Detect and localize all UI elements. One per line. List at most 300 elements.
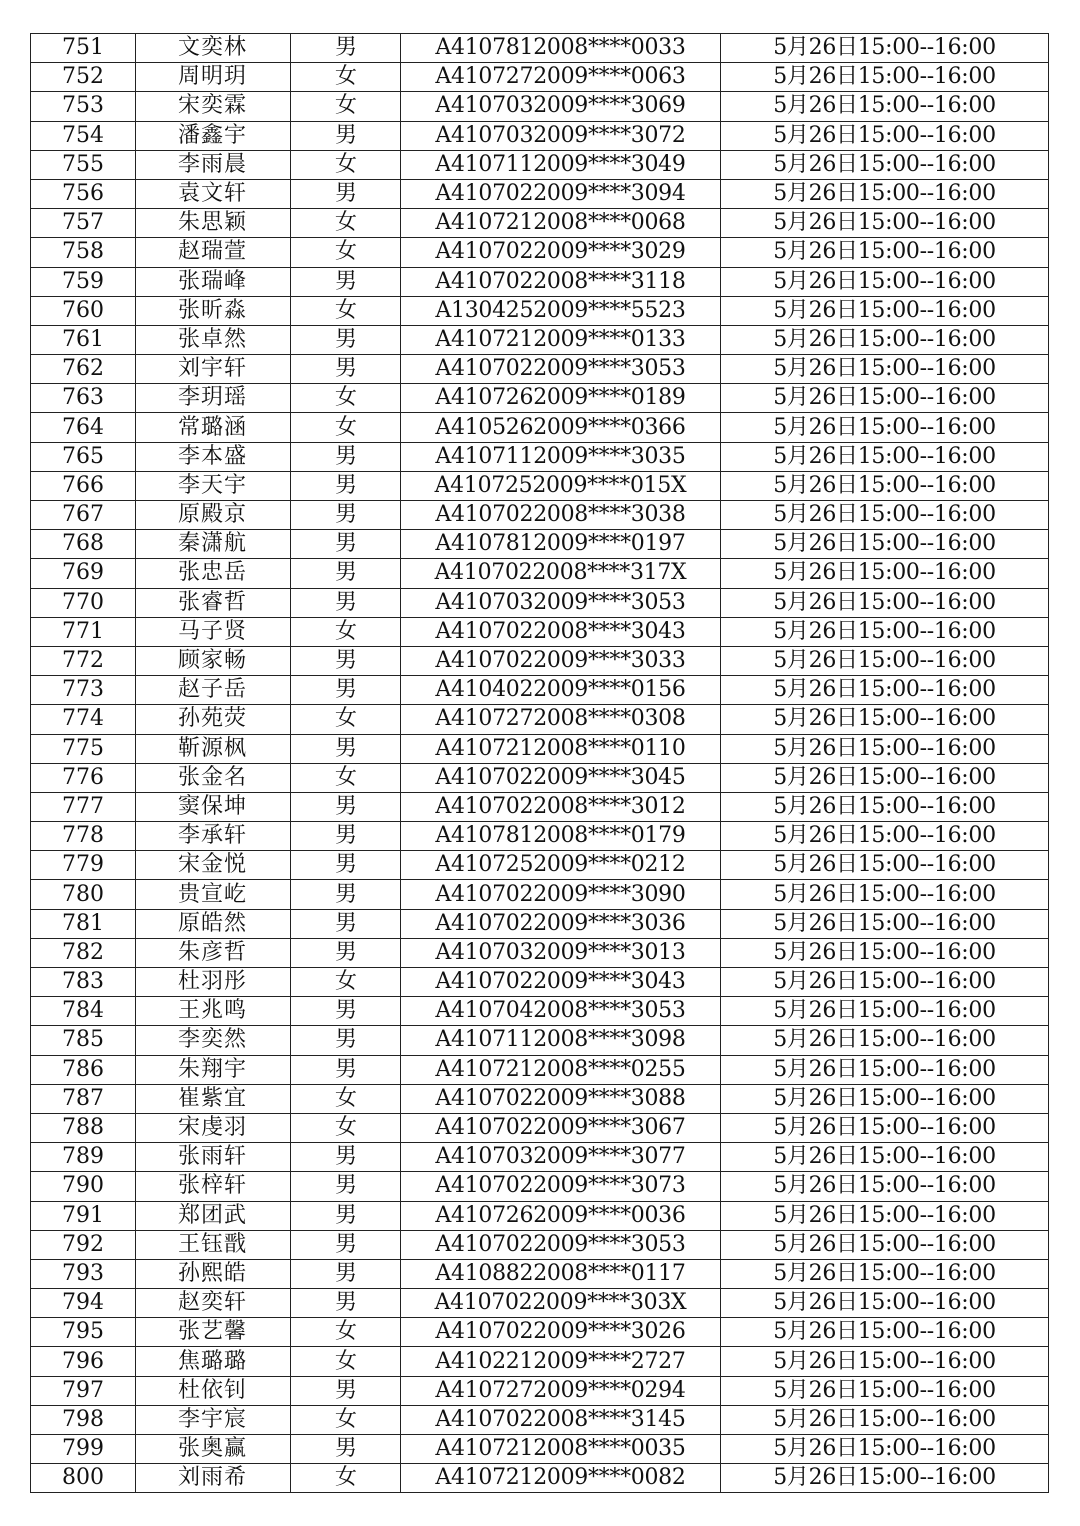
gender-cell: 女 [291,1464,401,1493]
name-cell: 杜依钊 [136,1376,291,1405]
gender-cell: 男 [291,530,401,559]
table-row [31,763,1049,792]
name-cell: 张昕淼 [136,296,291,325]
id-number-cell: A4107022009****3053 [401,1230,721,1259]
id-number-cell: A4107022008****317X [401,559,721,588]
id-number-cell: A4107022009****3026 [401,1318,721,1347]
name-cell: 宋金悦 [136,851,291,880]
roster-table [30,33,1049,1493]
id-number-cell: A4107112008****3098 [401,1026,721,1055]
row-number-cell: 786 [31,1055,136,1084]
row-number-cell: 767 [31,501,136,530]
time-slot-cell: 5月26日15:00--16:00 [721,938,1049,967]
gender-cell: 男 [291,588,401,617]
id-number-cell: A4107022008****3043 [401,617,721,646]
time-slot-cell: 5月26日15:00--16:00 [721,968,1049,997]
id-number-cell: A4107212009****0133 [401,325,721,354]
id-number-cell: A4107812009****0197 [401,530,721,559]
name-cell: 常璐涵 [136,413,291,442]
gender-cell: 男 [291,121,401,150]
table-row [31,1143,1049,1172]
name-cell: 李承轩 [136,822,291,851]
name-cell: 张奥赢 [136,1435,291,1464]
gender-cell: 女 [291,1113,401,1142]
id-number-cell: A4107022009****3045 [401,763,721,792]
time-slot-cell: 5月26日15:00--16:00 [721,734,1049,763]
gender-cell: 女 [291,92,401,121]
time-slot-cell: 5月26日15:00--16:00 [721,588,1049,617]
row-number-cell: 795 [31,1318,136,1347]
name-cell: 文奕林 [136,34,291,63]
name-cell: 刘雨希 [136,1464,291,1493]
id-number-cell: A4107032009****3069 [401,92,721,121]
time-slot-cell: 5月26日15:00--16:00 [721,1143,1049,1172]
id-number-cell: A4107022009****3033 [401,646,721,675]
gender-cell: 女 [291,384,401,413]
time-slot-cell: 5月26日15:00--16:00 [721,267,1049,296]
time-slot-cell: 5月26日15:00--16:00 [721,530,1049,559]
gender-cell: 男 [291,851,401,880]
row-number-cell: 772 [31,646,136,675]
gender-cell: 男 [291,734,401,763]
table-row [31,63,1049,92]
name-cell: 张睿哲 [136,588,291,617]
gender-cell: 男 [291,1201,401,1230]
name-cell: 郑团武 [136,1201,291,1230]
name-cell: 张瑞峰 [136,267,291,296]
time-slot-cell: 5月26日15:00--16:00 [721,851,1049,880]
time-slot-cell: 5月26日15:00--16:00 [721,471,1049,500]
id-number-cell: A4107022008****3118 [401,267,721,296]
time-slot-cell: 5月26日15:00--16:00 [721,909,1049,938]
id-number-cell: A4107032009****3053 [401,588,721,617]
gender-cell: 男 [291,1376,401,1405]
gender-cell: 男 [291,1435,401,1464]
row-number-cell: 778 [31,822,136,851]
time-slot-cell: 5月26日15:00--16:00 [721,763,1049,792]
id-number-cell: A4107032009****3072 [401,121,721,150]
gender-cell: 男 [291,792,401,821]
id-number-cell: A4107022009****3036 [401,909,721,938]
row-number-cell: 757 [31,209,136,238]
gender-cell: 男 [291,880,401,909]
table-row [31,1318,1049,1347]
row-number-cell: 768 [31,530,136,559]
gender-cell: 女 [291,238,401,267]
id-number-cell: A4107212008****0255 [401,1055,721,1084]
name-cell: 焦璐璐 [136,1347,291,1376]
name-cell: 顾家畅 [136,646,291,675]
id-number-cell: A4105262009****0366 [401,413,721,442]
time-slot-cell: 5月26日15:00--16:00 [721,150,1049,179]
name-cell: 张雨轩 [136,1143,291,1172]
name-cell: 窦保坤 [136,792,291,821]
time-slot-cell: 5月26日15:00--16:00 [721,296,1049,325]
time-slot-cell: 5月26日15:00--16:00 [721,1289,1049,1318]
row-number-cell: 789 [31,1143,136,1172]
id-number-cell: A4107032009****3077 [401,1143,721,1172]
name-cell: 刘宇轩 [136,355,291,384]
table-row [31,471,1049,500]
name-cell: 宋虔羽 [136,1113,291,1142]
time-slot-cell: 5月26日15:00--16:00 [721,92,1049,121]
table-row [31,209,1049,238]
table-row [31,355,1049,384]
row-number-cell: 771 [31,617,136,646]
table-row [31,1259,1049,1288]
time-slot-cell: 5月26日15:00--16:00 [721,1435,1049,1464]
table-row [31,880,1049,909]
gender-cell: 女 [291,617,401,646]
gender-cell: 男 [291,34,401,63]
table-row [31,501,1049,530]
row-number-cell: 793 [31,1259,136,1288]
time-slot-cell: 5月26日15:00--16:00 [721,238,1049,267]
gender-cell: 男 [291,938,401,967]
id-number-cell: A4107212008****0035 [401,1435,721,1464]
table-row [31,1172,1049,1201]
id-number-cell: A4108822008****0117 [401,1259,721,1288]
table-row [31,559,1049,588]
gender-cell: 女 [291,296,401,325]
time-slot-cell: 5月26日15:00--16:00 [721,325,1049,354]
row-number-cell: 770 [31,588,136,617]
id-number-cell: A4107112009****3035 [401,442,721,471]
row-number-cell: 785 [31,1026,136,1055]
name-cell: 秦潇航 [136,530,291,559]
time-slot-cell: 5月26日15:00--16:00 [721,209,1049,238]
table-row [31,1347,1049,1376]
gender-cell: 男 [291,1289,401,1318]
name-cell: 李奕然 [136,1026,291,1055]
table-row [31,179,1049,208]
table-row [31,121,1049,150]
table-row [31,617,1049,646]
id-number-cell: A4107252009****0212 [401,851,721,880]
row-number-cell: 752 [31,63,136,92]
table-row [31,296,1049,325]
name-cell: 王兆鸣 [136,997,291,1026]
time-slot-cell: 5月26日15:00--16:00 [721,1230,1049,1259]
name-cell: 宋奕霖 [136,92,291,121]
table-row [31,822,1049,851]
name-cell: 王钰戬 [136,1230,291,1259]
row-number-cell: 782 [31,938,136,967]
row-number-cell: 800 [31,1464,136,1493]
id-number-cell: A4107262009****0036 [401,1201,721,1230]
gender-cell: 男 [291,1172,401,1201]
table-row [31,734,1049,763]
time-slot-cell: 5月26日15:00--16:00 [721,792,1049,821]
id-number-cell: A4107022009****3094 [401,179,721,208]
name-cell: 张艺馨 [136,1318,291,1347]
name-cell: 李天宇 [136,471,291,500]
time-slot-cell: 5月26日15:00--16:00 [721,1084,1049,1113]
table-row [31,1435,1049,1464]
row-number-cell: 756 [31,179,136,208]
id-number-cell: A1304252009****5523 [401,296,721,325]
row-number-cell: 762 [31,355,136,384]
table-row [31,530,1049,559]
name-cell: 李雨晨 [136,150,291,179]
row-number-cell: 784 [31,997,136,1026]
gender-cell: 男 [291,1230,401,1259]
id-number-cell: A4107212008****0110 [401,734,721,763]
row-number-cell: 779 [31,851,136,880]
time-slot-cell: 5月26日15:00--16:00 [721,822,1049,851]
gender-cell: 女 [291,763,401,792]
row-number-cell: 753 [31,92,136,121]
time-slot-cell: 5月26日15:00--16:00 [721,705,1049,734]
row-number-cell: 763 [31,384,136,413]
name-cell: 张忠岳 [136,559,291,588]
id-number-cell: A4107022009****3029 [401,238,721,267]
name-cell: 马子贤 [136,617,291,646]
name-cell: 朱彦哲 [136,938,291,967]
row-number-cell: 764 [31,413,136,442]
row-number-cell: 777 [31,792,136,821]
id-number-cell: A4107212009****0082 [401,1464,721,1493]
id-number-cell: A4107022009****3043 [401,968,721,997]
id-number-cell: A4107272008****0308 [401,705,721,734]
table-row [31,1055,1049,1084]
table-row [31,792,1049,821]
table-row [31,997,1049,1026]
gender-cell: 女 [291,1084,401,1113]
name-cell: 贵宣屹 [136,880,291,909]
gender-cell: 男 [291,909,401,938]
row-number-cell: 796 [31,1347,136,1376]
time-slot-cell: 5月26日15:00--16:00 [721,1405,1049,1434]
row-number-cell: 773 [31,676,136,705]
table-row [31,909,1049,938]
name-cell: 赵瑞萱 [136,238,291,267]
gender-cell: 女 [291,413,401,442]
row-number-cell: 765 [31,442,136,471]
id-number-cell: A4107022009****3053 [401,355,721,384]
row-number-cell: 799 [31,1435,136,1464]
time-slot-cell: 5月26日15:00--16:00 [721,1464,1049,1493]
name-cell: 周明玥 [136,63,291,92]
gender-cell: 男 [291,1055,401,1084]
gender-cell: 男 [291,1143,401,1172]
name-cell: 赵子岳 [136,676,291,705]
row-number-cell: 760 [31,296,136,325]
gender-cell: 女 [291,1347,401,1376]
row-number-cell: 776 [31,763,136,792]
time-slot-cell: 5月26日15:00--16:00 [721,1172,1049,1201]
time-slot-cell: 5月26日15:00--16:00 [721,617,1049,646]
name-cell: 孙熙皓 [136,1259,291,1288]
table-row [31,1084,1049,1113]
row-number-cell: 791 [31,1201,136,1230]
time-slot-cell: 5月26日15:00--16:00 [721,997,1049,1026]
id-number-cell: A4107022009****3088 [401,1084,721,1113]
gender-cell: 男 [291,1026,401,1055]
gender-cell: 女 [291,63,401,92]
gender-cell: 男 [291,1259,401,1288]
row-number-cell: 761 [31,325,136,354]
gender-cell: 男 [291,997,401,1026]
id-number-cell: A4107252009****015X [401,471,721,500]
name-cell: 张梓轩 [136,1172,291,1201]
time-slot-cell: 5月26日15:00--16:00 [721,1318,1049,1347]
table-row [31,1113,1049,1142]
id-number-cell: A4107272009****0063 [401,63,721,92]
time-slot-cell: 5月26日15:00--16:00 [721,63,1049,92]
id-number-cell: A4107812008****0179 [401,822,721,851]
time-slot-cell: 5月26日15:00--16:00 [721,1259,1049,1288]
row-number-cell: 766 [31,471,136,500]
table-row [31,1464,1049,1493]
id-number-cell: A4107022009****303X [401,1289,721,1318]
row-number-cell: 797 [31,1376,136,1405]
id-number-cell: A4107022008****3012 [401,792,721,821]
row-number-cell: 769 [31,559,136,588]
gender-cell: 男 [291,355,401,384]
name-cell: 李宇宸 [136,1405,291,1434]
table-row [31,92,1049,121]
table-row [31,676,1049,705]
gender-cell: 女 [291,1318,401,1347]
table-row [31,705,1049,734]
gender-cell: 女 [291,150,401,179]
name-cell: 原皓然 [136,909,291,938]
row-number-cell: 790 [31,1172,136,1201]
id-number-cell: A4107022009****3067 [401,1113,721,1142]
row-number-cell: 792 [31,1230,136,1259]
time-slot-cell: 5月26日15:00--16:00 [721,34,1049,63]
row-number-cell: 781 [31,909,136,938]
time-slot-cell: 5月26日15:00--16:00 [721,384,1049,413]
id-number-cell: A4104022009****0156 [401,676,721,705]
table-row [31,1289,1049,1318]
row-number-cell: 794 [31,1289,136,1318]
name-cell: 赵奕轩 [136,1289,291,1318]
table-row [31,325,1049,354]
name-cell: 朱翔宇 [136,1055,291,1084]
gender-cell: 女 [291,209,401,238]
time-slot-cell: 5月26日15:00--16:00 [721,442,1049,471]
gender-cell: 女 [291,705,401,734]
id-number-cell: A4102212009****2727 [401,1347,721,1376]
row-number-cell: 783 [31,968,136,997]
time-slot-cell: 5月26日15:00--16:00 [721,559,1049,588]
id-number-cell: A4107272009****0294 [401,1376,721,1405]
name-cell: 张卓然 [136,325,291,354]
time-slot-cell: 5月26日15:00--16:00 [721,355,1049,384]
roster-table-body [31,34,1049,1493]
id-number-cell: A4107022008****3038 [401,501,721,530]
gender-cell: 男 [291,442,401,471]
time-slot-cell: 5月26日15:00--16:00 [721,1347,1049,1376]
gender-cell: 男 [291,179,401,208]
gender-cell: 男 [291,471,401,500]
table-row [31,150,1049,179]
gender-cell: 男 [291,501,401,530]
table-row [31,1405,1049,1434]
table-row [31,267,1049,296]
id-number-cell: A4107022009****3073 [401,1172,721,1201]
table-row [31,968,1049,997]
name-cell: 靳源枫 [136,734,291,763]
name-cell: 孙苑荧 [136,705,291,734]
gender-cell: 男 [291,646,401,675]
id-number-cell: A4107212008****0068 [401,209,721,238]
gender-cell: 男 [291,325,401,354]
time-slot-cell: 5月26日15:00--16:00 [721,501,1049,530]
row-number-cell: 774 [31,705,136,734]
table-row [31,384,1049,413]
row-number-cell: 758 [31,238,136,267]
row-number-cell: 788 [31,1113,136,1142]
table-row [31,1201,1049,1230]
time-slot-cell: 5月26日15:00--16:00 [721,1055,1049,1084]
gender-cell: 男 [291,559,401,588]
time-slot-cell: 5月26日15:00--16:00 [721,1201,1049,1230]
name-cell: 杜羽彤 [136,968,291,997]
name-cell: 李玥瑶 [136,384,291,413]
name-cell: 朱思颖 [136,209,291,238]
gender-cell: 男 [291,822,401,851]
table-row [31,1230,1049,1259]
name-cell: 袁文轩 [136,179,291,208]
name-cell: 张金名 [136,763,291,792]
table-row [31,938,1049,967]
row-number-cell: 755 [31,150,136,179]
table-row [31,851,1049,880]
row-number-cell: 798 [31,1405,136,1434]
table-row [31,238,1049,267]
table-row [31,34,1049,63]
id-number-cell: A4107812008****0033 [401,34,721,63]
time-slot-cell: 5月26日15:00--16:00 [721,121,1049,150]
time-slot-cell: 5月26日15:00--16:00 [721,1376,1049,1405]
row-number-cell: 787 [31,1084,136,1113]
time-slot-cell: 5月26日15:00--16:00 [721,413,1049,442]
row-number-cell: 751 [31,34,136,63]
time-slot-cell: 5月26日15:00--16:00 [721,676,1049,705]
name-cell: 李本盛 [136,442,291,471]
name-cell: 崔紫宜 [136,1084,291,1113]
row-number-cell: 780 [31,880,136,909]
id-number-cell: A4107262009****0189 [401,384,721,413]
table-row [31,1376,1049,1405]
gender-cell: 男 [291,267,401,296]
time-slot-cell: 5月26日15:00--16:00 [721,1026,1049,1055]
row-number-cell: 754 [31,121,136,150]
row-number-cell: 775 [31,734,136,763]
gender-cell: 女 [291,1405,401,1434]
table-row [31,1026,1049,1055]
id-number-cell: A4107042008****3053 [401,997,721,1026]
table-row [31,413,1049,442]
time-slot-cell: 5月26日15:00--16:00 [721,179,1049,208]
time-slot-cell: 5月26日15:00--16:00 [721,646,1049,675]
row-number-cell: 759 [31,267,136,296]
table-row [31,646,1049,675]
id-number-cell: A4107112009****3049 [401,150,721,179]
name-cell: 原殿京 [136,501,291,530]
time-slot-cell: 5月26日15:00--16:00 [721,880,1049,909]
id-number-cell: A4107022009****3090 [401,880,721,909]
gender-cell: 男 [291,676,401,705]
id-number-cell: A4107032009****3013 [401,938,721,967]
table-row [31,588,1049,617]
id-number-cell: A4107022008****3145 [401,1405,721,1434]
table-row [31,442,1049,471]
time-slot-cell: 5月26日15:00--16:00 [721,1113,1049,1142]
